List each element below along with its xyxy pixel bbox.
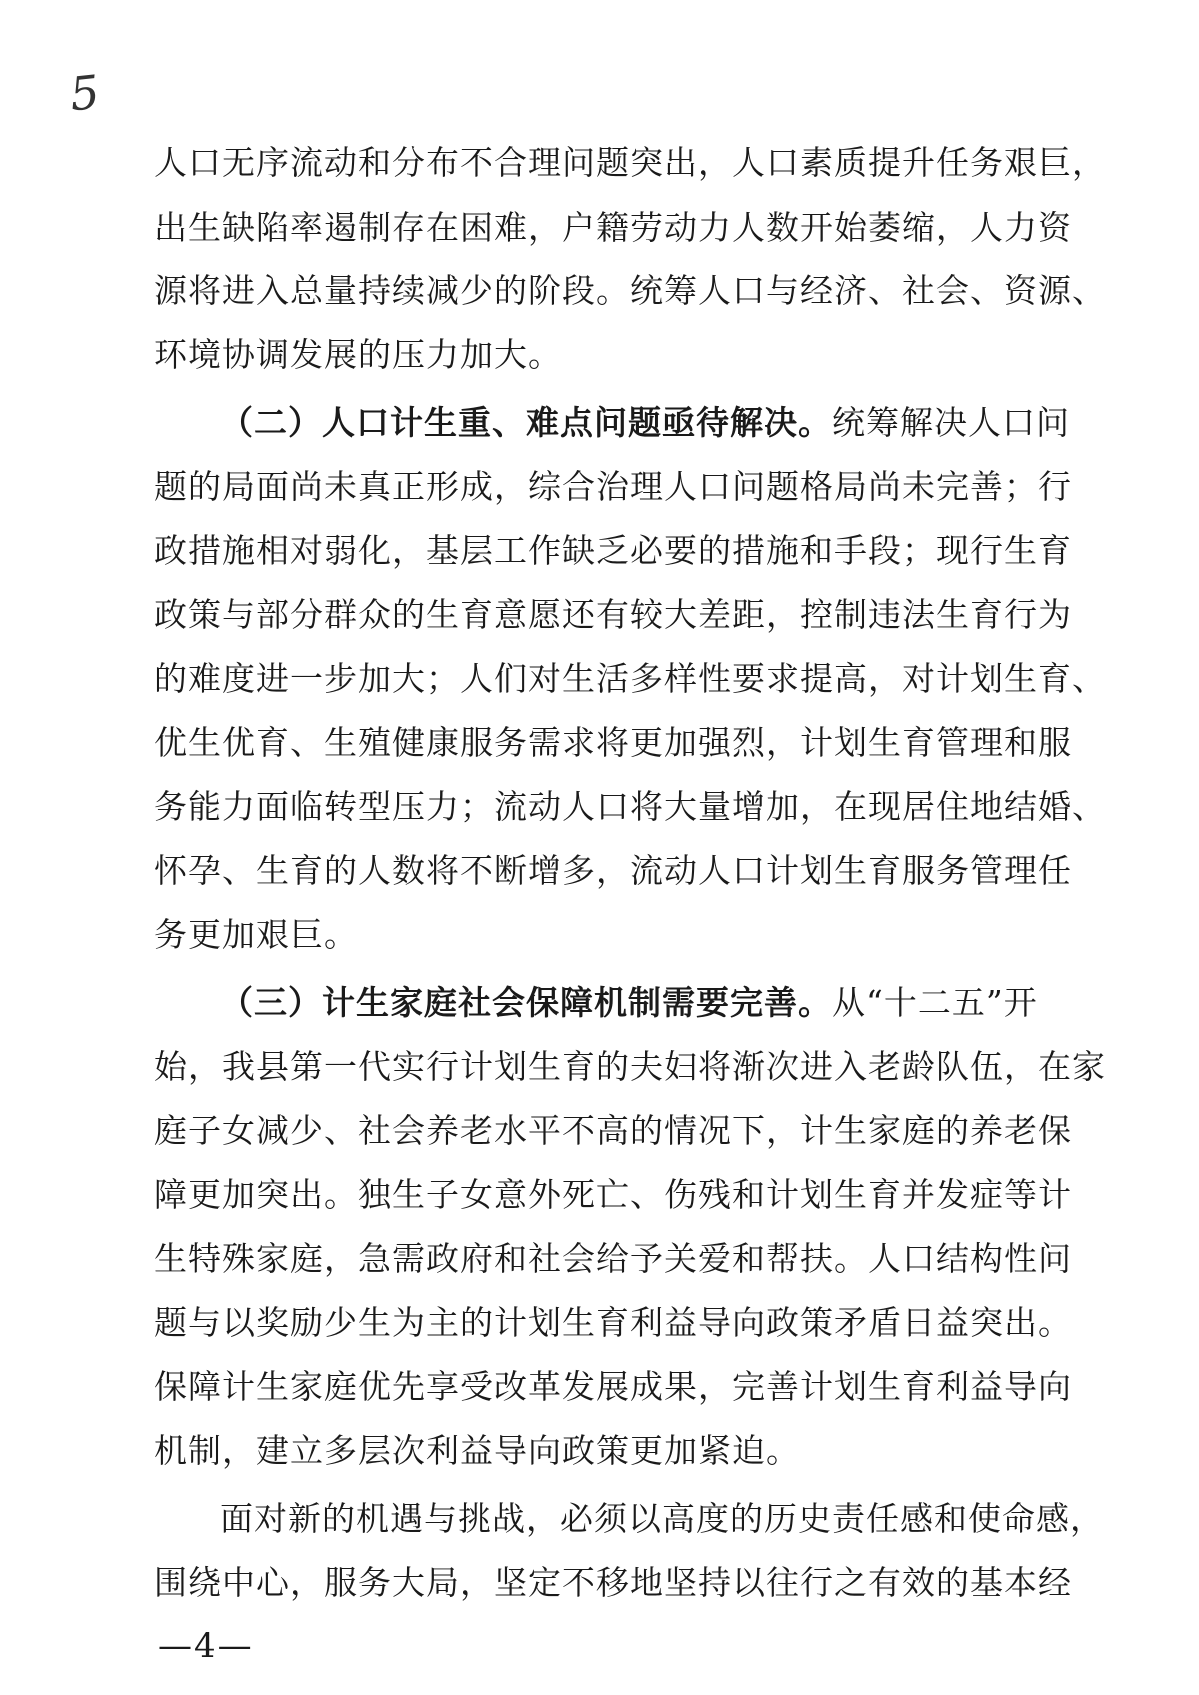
text-line: 围绕中心，服务大局，坚定不移地坚持以往行之有效的基本经: [154, 1563, 1072, 1602]
text-line: 始，我县第一代实行计划生育的夫妇将渐次进入老龄队伍，在家: [154, 1047, 1106, 1086]
text-line: （二）人口计生重、难点问题亟待解决。统筹解决人口问: [220, 403, 1070, 442]
text-line: 环境协调发展的压力加大。: [154, 335, 562, 374]
text-line: 保障计生家庭优先享受改革发展成果，完善计划生育利益导向: [154, 1367, 1072, 1406]
text-line: 务更加艰巨。: [154, 915, 358, 954]
text-line: 庭子女减少、社会养老水平不高的情况下，计生家庭的养老保: [154, 1111, 1072, 1150]
text-line: 务能力面临转型压力；流动人口将大量增加，在现居住地结婚、: [154, 787, 1106, 826]
text-line: 机制，建立多层次利益导向政策更加紧迫。: [154, 1431, 800, 1470]
text-line: 出生缺陷率遏制存在困难，户籍劳动力人数开始萎缩，人力资: [154, 208, 1072, 247]
text-line: 政策与部分群众的生育意愿还有较大差距，控制违法生育行为: [154, 595, 1072, 634]
text-line: 的难度进一步加大；人们对生活多样性要求提高，对计划生育、: [154, 659, 1106, 698]
text-line: 题的局面尚未真正形成，综合治理人口问题格局尚未完善；行: [154, 467, 1072, 506]
text-line: （三）计生家庭社会保障机制需要完善。从“十二五”开: [220, 983, 1038, 1022]
text-line: 题与以奖励少生为主的计划生育利益导向政策矛盾日益突出。: [154, 1303, 1072, 1342]
page-number: —4—: [158, 1626, 254, 1666]
section-heading-2: （二）人口计生重、难点问题亟待解决。: [220, 403, 832, 442]
text-line: 优生优育、生殖健康服务需求将更加强烈，计划生育管理和服: [154, 723, 1072, 762]
text-line: 源将进入总量持续减少的阶段。统筹人口与经济、社会、资源、: [154, 271, 1106, 310]
text-line: 政措施相对弱化，基层工作缺乏必要的措施和手段；现行生育: [154, 531, 1072, 570]
text-line: 面对新的机遇与挑战，必须以高度的历史责任感和使命感，: [220, 1499, 1104, 1538]
section-heading-3: （三）计生家庭社会保障机制需要完善。: [220, 983, 832, 1022]
text-line: 人口无序流动和分布不合理问题突出，人口素质提升任务艰巨，: [154, 143, 1106, 182]
text-line: 怀孕、生育的人数将不断增多，流动人口计划生育服务管理任: [154, 851, 1072, 890]
handwritten-page-mark: 5: [67, 64, 103, 122]
text-line: 障更加突出。独生子女意外死亡、伤残和计划生育并发症等计: [154, 1175, 1072, 1214]
text-line: 生特殊家庭，急需政府和社会给予关爱和帮扶。人口结构性问: [154, 1239, 1072, 1278]
